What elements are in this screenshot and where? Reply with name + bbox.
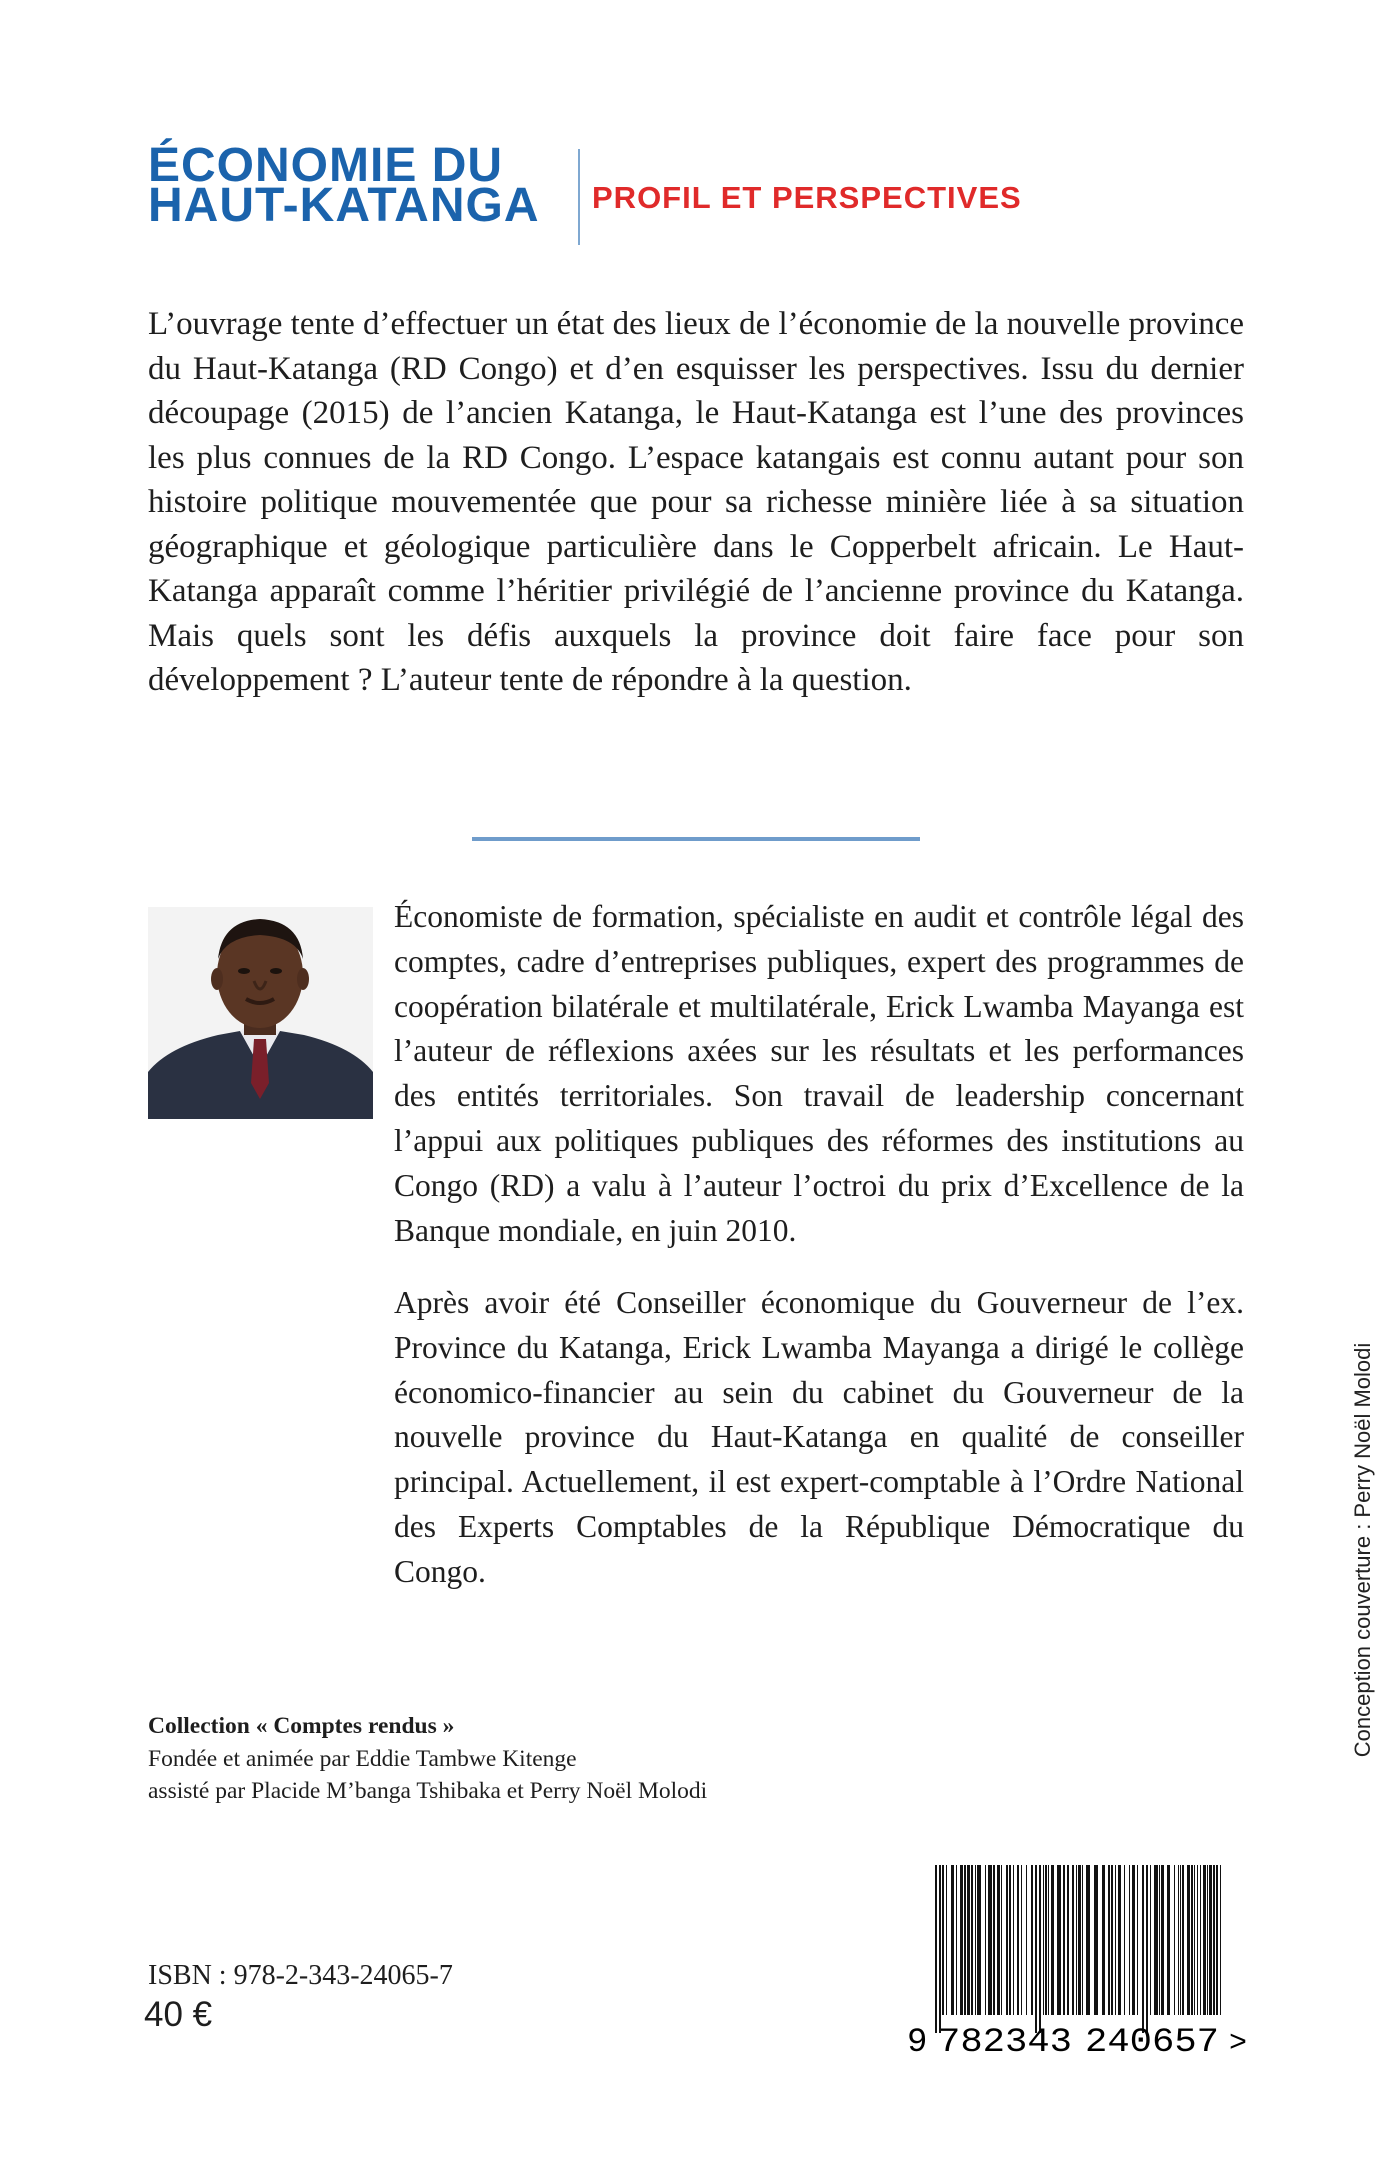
collection-title: Collection « Comptes rendus » xyxy=(148,1713,455,1739)
title-divider xyxy=(578,149,580,245)
book-blurb: L’ouvrage tente d’effectuer un état des lieux de l’économie de la nouvelle province du Haut-Katanga (RD Congo) et d’en esquisser les perspectives. Issu du dernier découpage (2015) de l’ancien Katanga, le Haut-Katanga est l’une des provinces les plus connues de la RD Congo. L’espace katangais est connu autant pour son histoire politique mouvementée que pour sa richesse minière liée à sa situation géographique et géologique particulière dans le Copperbelt africain. Le Haut-Katanga apparaît comme l’héritier privilégié de l’ancienne province du Katanga. Mais quels sont les défis auxquels la province doit faire face pour son développement ? L’auteur tente de répondre à la question. xyxy=(148,306,1244,698)
price: 40 € xyxy=(144,1995,213,2034)
barcode xyxy=(905,1865,1250,2055)
barcode-guard-mark: > xyxy=(1229,2027,1248,2055)
author-portrait-icon xyxy=(148,907,373,1119)
barcode-bars xyxy=(935,1865,1221,2033)
section-separator xyxy=(472,837,920,841)
collection-assistants: assisté par Placide M’banga Tshibaka et Perry Noël Molodi xyxy=(148,1778,708,1804)
barcode-digits-left: 782343 xyxy=(938,2024,1072,2055)
barcode-digit-first: 9 xyxy=(907,2024,928,2055)
author-bio-1: Économiste de formation, spécialiste en audit et contrôle légal des comptes, cadre d’entreprises publiques, expert des programmes de coopération bilatérale et multilatérale, Erick Lwamba Mayanga est l’auteur de réflexions axées sur les résultats et les performances des entités territoriales. Son travail de leadership concernant l’appui aux politiques publiques des réformes des institutions au Congo (RD) a valu à l’auteur l’octroi du prix d’Excellence de la Banque mondiale, en juin 2010. xyxy=(394,899,1244,1248)
barcode-digits-right: 240657 xyxy=(1085,2024,1219,2055)
cover-design-credit: Conception couverture : Perry Noël Molodi xyxy=(1350,1342,1375,1758)
collection-info xyxy=(148,1710,707,1808)
title-line-1: ÉCONOMIE DU xyxy=(148,139,504,192)
isbn: ISBN : 978-2-343-24065-7 xyxy=(148,1960,453,1991)
title-line-2: HAUT-KATANGA xyxy=(148,179,540,232)
collection-founder: Fondée et animée par Eddie Tambwe Kitenge xyxy=(148,1745,577,1772)
book-subtitle: PROFIL ET PERSPECTIVES xyxy=(592,180,1022,215)
book-title xyxy=(148,139,540,232)
author-photo xyxy=(148,907,373,1119)
author-bio-2: Après avoir été Conseiller économique du Gouverneur de l’ex. Province du Katanga, Erick Lwamba Mayanga a dirigé le collège économico-financier au sein du cabinet du Gouverneur de la nouvelle province du Haut-Katanga en qualité de conseiller principal. Actuellement, il est expert-comptable à l’Ordre National des Experts Comptables de la République Démocratique du Congo. xyxy=(394,1285,1244,1589)
